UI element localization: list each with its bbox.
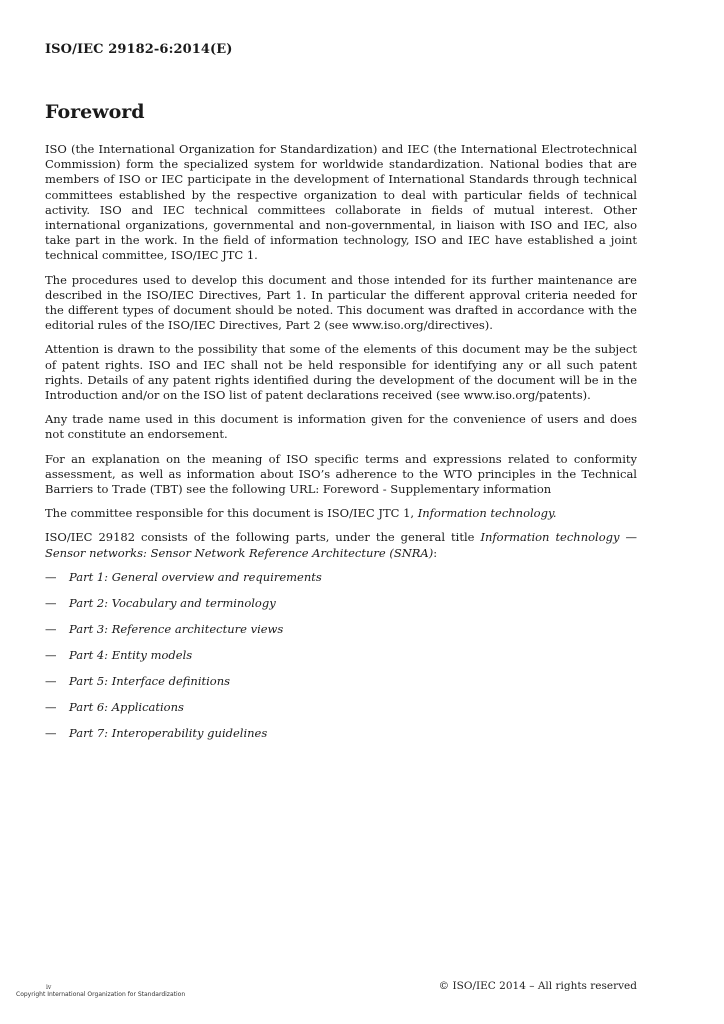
list-item — [45, 596, 637, 622]
list-item — [45, 570, 637, 596]
part-title: Part 4: Entity models — [69, 647, 193, 662]
document-header: ISO/IEC 29182-6:2014(E) — [45, 42, 233, 57]
part-title: Part 5: Interface definitions — [69, 673, 231, 688]
committee-title: Information technology. — [417, 506, 557, 521]
committee-text: The committee responsible for this document is ISO/IEC JTC 1, — [45, 506, 418, 521]
list-item — [45, 700, 637, 726]
part-title: Part 1: General overview and requirements — [69, 569, 322, 584]
general-title: Information technology — Sensor networks: Sensor Network Reference Architecture (SNRA) — [45, 530, 637, 560]
list-item — [45, 648, 637, 674]
list-dash: — — [45, 621, 57, 636]
page-title: Foreword — [45, 101, 145, 123]
parts-intro-suffix: : — [433, 545, 438, 560]
paragraph-explanation: For an explanation on the meaning of ISO specific terms and expressions related to conformity assessment, as well as information about ISO’s adherence to the WTO principles in the Technical Barriers to Trade (TBT) see the following URL: Foreword - Supplementary information — [45, 451, 637, 497]
list-dash: — — [45, 569, 57, 584]
footer-copyright-left — [16, 984, 185, 998]
foreword-body — [45, 142, 637, 752]
list-dash: — — [45, 647, 57, 662]
paragraph-committee — [45, 506, 637, 521]
paragraph-patents: Attention is drawn to the possibility that some of the elements of this document may be the subject of patent rights. ISO and IEC shall not be held responsible for identifying any or all such patent rights. Details of any patent rights identified during the development of the document will be in the Introduction and/or on the ISO list of patent declarations received (see www.iso.org/patents). — [45, 342, 637, 403]
parts-list — [45, 570, 637, 752]
parts-intro-text: ISO/IEC 29182 consists of the following parts, under the general title — [45, 530, 481, 545]
paragraph-organizations: ISO (the International Organization for Standardization) and IEC (the International Electrotechnical Commission) form the specialized system for worldwide standardization. National bodies that are members of ISO or IEC participate in the development of International Standards through technical committees established by the respective organization to deal with particular fields of technical activity. ISO and IEC technical committees collaborate in fields of mutual interest. Other international organizations, governmental and non-governmental, in liaison with ISO and IEC, also take part in the work. In the field of information technology, ISO and IEC have established a joint technical committee, ISO/IEC JTC 1. — [45, 142, 637, 263]
page-number: iv — [46, 984, 52, 991]
part-title: Part 7: Interoperability guidelines — [69, 725, 268, 740]
paragraph-trade-names: Any trade name used in this document is information given for the convenience of users and does not constitute an endorsement. — [45, 412, 637, 442]
list-dash: — — [45, 725, 57, 740]
part-title: Part 2: Vocabulary and terminology — [69, 595, 276, 610]
list-item — [45, 674, 637, 700]
paragraph-procedures: The procedures used to develop this document and those intended for its further maintenance are described in the ISO/IEC Directives, Part 1. In particular the different approval criteria needed for the different types of document should be noted. This document was drafted in accordance with the editorial rules of the ISO/IEC Directives, Part 2 (see www.iso.org/directives). — [45, 272, 637, 333]
copyright-notice: Copyright International Organization for Standardization — [16, 991, 186, 998]
list-item — [45, 726, 637, 752]
list-dash: — — [45, 673, 57, 688]
list-item — [45, 622, 637, 648]
list-dash: — — [45, 595, 57, 610]
list-dash: — — [45, 699, 57, 714]
part-title: Part 3: Reference architecture views — [69, 621, 284, 636]
footer-copyright-right: © ISO/IEC 2014 – All rights reserved — [438, 980, 637, 992]
part-title: Part 6: Applications — [69, 699, 184, 714]
paragraph-parts-intro — [45, 530, 637, 560]
